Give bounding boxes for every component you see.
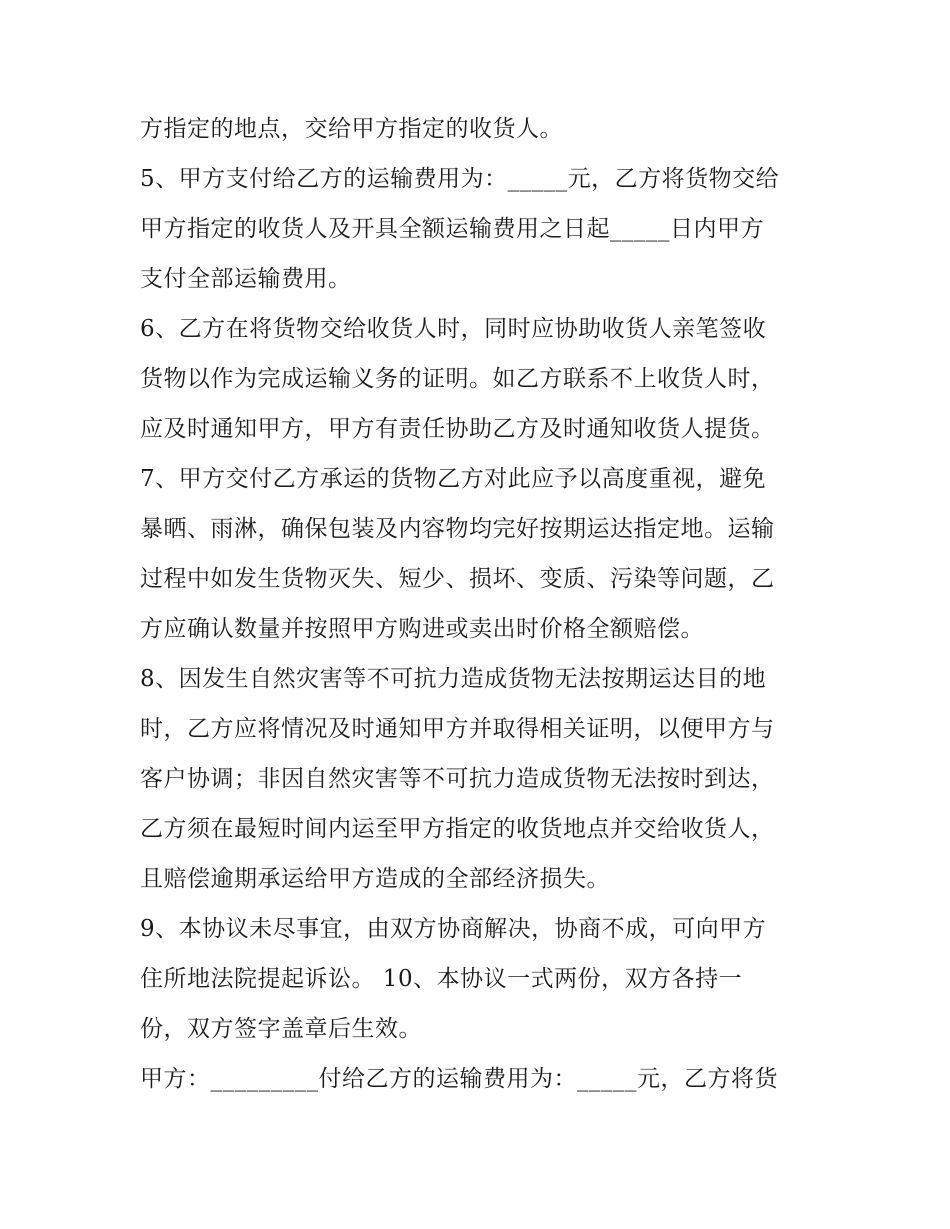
text-line: 客户协调；非因自然灾害等不可抗力造成货物无法按时到达，	[140, 766, 775, 792]
text-line: 6、乙方在将货物交给收货人时，同时应协助收货人亲笔签收	[140, 316, 767, 342]
text-line: 甲方指定的收货人及开具全额运输费用之日起_____日内甲方	[140, 216, 764, 242]
text-line: 住所地法院提起诉讼。 10、本协议一式两份，双方各持一	[140, 966, 743, 992]
text-line: 份，双方签字盖章后生效。	[140, 1016, 422, 1042]
text-line: 7、甲方交付乙方承运的货物乙方对此应予以高度重视，避免	[140, 466, 767, 492]
text-line: 货物以作为完成运输义务的证明。如乙方联系不上收货人时，	[140, 366, 775, 392]
text-line: 时，乙方应将情况及时通知甲方并取得相关证明，以便甲方与	[140, 716, 775, 742]
text-line: 8、因发生自然灾害等不可抗力造成货物无法按期运达目的地	[140, 666, 767, 692]
text-line: 甲方：_________付给乙方的运输费用为：_____元，乙方将货	[140, 1066, 778, 1092]
text-line: 乙方须在最短时间内运至甲方指定的收货地点并交给收货人，	[140, 816, 775, 842]
text-line: 且赔偿逾期承运给甲方造成的全部经济损失。	[140, 866, 610, 892]
text-line: 应及时通知甲方，甲方有责任协助乙方及时通知收货人提货。	[140, 416, 775, 442]
text-line: 5、甲方支付给乙方的运输费用为：_____元，乙方将货物交给	[140, 166, 780, 192]
text-line: 过程中如发生货物灭失、短少、损坏、变质、污染等问题，乙	[140, 566, 775, 592]
text-line: 9、本协议未尽事宜，由双方协商解决，协商不成，可向甲方	[140, 916, 767, 942]
text-line: 支付全部运输费用。	[140, 266, 352, 292]
text-line: 暴晒、雨淋，确保包装及内容物均完好按期运达指定地。运输	[140, 516, 775, 542]
text-line: 方应确认数量并按照甲方购进或卖出时价格全额赔偿。	[140, 616, 704, 642]
text-line: 方指定的地点，交给甲方指定的收货人。	[140, 116, 563, 142]
